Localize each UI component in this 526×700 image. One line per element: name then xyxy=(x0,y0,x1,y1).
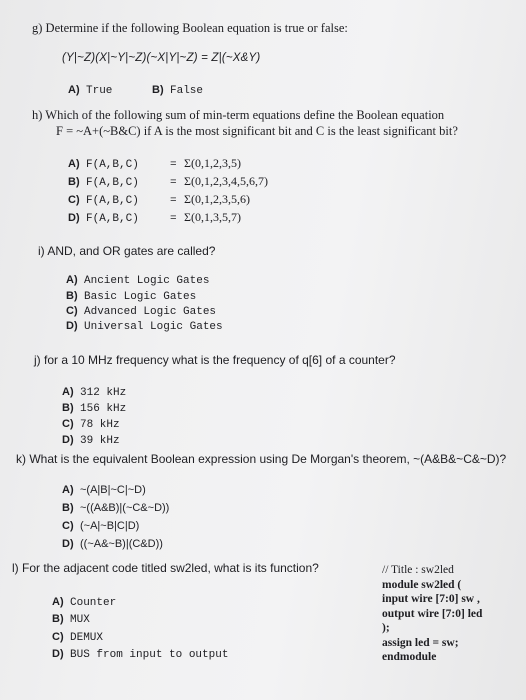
option-letter: A) xyxy=(68,158,80,170)
option-function: F(A,B,C) xyxy=(86,213,139,225)
question-i-option-c[interactable] xyxy=(66,305,216,318)
option-letter: C) xyxy=(52,631,64,643)
question-j-text: j) for a 10 MHz frequency what is the frequency of q[6] of a counter? xyxy=(34,353,396,367)
option-minterms: Σ(0,1,2,3,4,5,6,7) xyxy=(184,174,268,188)
option-text: 78 kHz xyxy=(80,419,120,431)
option-text: ~(A|B|~C|~D) xyxy=(80,484,146,496)
question-g-equation: (Y|~Z)(X|~Y|~Z)(~X|Y|~Z) = Z|(~X&Y) xyxy=(62,52,261,64)
code-line-output: output wire [7:0] led xyxy=(382,607,483,620)
option-function: F(A,B,C) xyxy=(86,177,139,189)
question-i-text: i) AND, and OR gates are called? xyxy=(38,244,216,258)
question-j-option-d[interactable] xyxy=(62,434,120,447)
question-h-option-a[interactable] xyxy=(68,156,241,171)
option-letter: B) xyxy=(68,176,80,188)
option-text: 39 kHz xyxy=(80,435,120,447)
option-text: Universal Logic Gates xyxy=(84,321,223,333)
option-text: ((~A&~B)|(C&D)) xyxy=(80,538,163,550)
question-l-option-c[interactable] xyxy=(52,631,103,644)
option-letter: B) xyxy=(66,290,78,302)
option-minterms: Σ(0,1,2,3,5) xyxy=(184,156,241,170)
option-letter: D) xyxy=(62,538,74,550)
option-minterms: Σ(0,1,3,5,7) xyxy=(184,210,241,224)
question-i-option-b[interactable] xyxy=(66,290,196,303)
option-minterms: Σ(0,1,2,3,5,6) xyxy=(184,192,250,206)
option-text: False xyxy=(170,85,204,97)
question-k-option-c[interactable] xyxy=(62,520,139,532)
question-k-option-d[interactable] xyxy=(62,538,163,550)
question-j-option-a[interactable] xyxy=(62,386,126,399)
option-function: F(A,B,C) xyxy=(86,159,139,171)
option-equals: = xyxy=(170,177,177,189)
option-text: Counter xyxy=(70,597,117,609)
question-i-option-d[interactable] xyxy=(66,320,223,333)
question-l-option-b[interactable] xyxy=(52,613,90,626)
question-i-option-a[interactable] xyxy=(66,274,209,287)
code-line-assign: assign led = sw; xyxy=(382,636,459,649)
question-k-option-a[interactable] xyxy=(62,484,146,496)
option-letter: B) xyxy=(62,502,74,514)
option-letter: A) xyxy=(66,274,78,286)
question-k-text: k) What is the equivalent Boolean expression using De Morgan's theorem, ~(A&B&~C&~D)? xyxy=(16,452,507,466)
code-line-close: ); xyxy=(382,622,390,634)
question-l-text: l) For the adjacent code titled sw2led, what is its function? xyxy=(12,561,319,575)
option-letter: A) xyxy=(62,484,74,496)
option-letter: D) xyxy=(52,648,64,660)
question-j-option-c[interactable] xyxy=(62,418,120,431)
option-text: DEMUX xyxy=(70,632,104,644)
option-letter: B) xyxy=(152,84,164,96)
code-line-module: module sw2led ( xyxy=(382,578,462,591)
question-k-option-b[interactable] xyxy=(62,502,169,514)
option-equals: = xyxy=(170,195,177,207)
option-text: Basic Logic Gates xyxy=(84,291,197,303)
option-text: MUX xyxy=(70,614,90,626)
code-line-title: // Title : sw2led xyxy=(382,564,454,576)
question-h-text-line2: F = ~A+(~B&C) if A is the most significant bit and C is the least significant bit? xyxy=(56,124,458,138)
question-l-option-a[interactable] xyxy=(52,596,116,609)
option-text: Ancient Logic Gates xyxy=(84,275,210,287)
question-g-text: g) Determine if the following Boolean equation is true or false: xyxy=(32,21,348,35)
option-letter: C) xyxy=(66,305,78,317)
question-h-option-c[interactable] xyxy=(68,192,250,207)
question-j-option-b[interactable] xyxy=(62,402,126,415)
option-text: True xyxy=(86,85,113,97)
question-h-text-line1: h) Which of the following sum of min-term equations define the Boolean equation xyxy=(32,108,445,122)
option-letter: D) xyxy=(68,212,80,224)
option-equals: = xyxy=(170,159,177,171)
option-letter: B) xyxy=(62,402,74,414)
option-equals: = xyxy=(170,213,177,225)
question-l-option-d[interactable] xyxy=(52,648,228,661)
option-letter: A) xyxy=(52,596,64,608)
code-listing-sw2led xyxy=(382,563,482,665)
code-line-input: input wire [7:0] sw , xyxy=(382,593,480,605)
option-letter: A) xyxy=(62,386,74,398)
option-text: BUS from input to output xyxy=(70,649,229,661)
option-letter: D) xyxy=(66,320,78,332)
option-text: (~A|~B|C|D) xyxy=(80,520,140,532)
code-line-endmodule: endmodule xyxy=(382,651,437,663)
option-letter: C) xyxy=(62,418,74,430)
option-letter: A) xyxy=(68,84,80,96)
option-letter: D) xyxy=(62,434,74,446)
option-text: 156 kHz xyxy=(80,403,127,415)
question-g-option-a[interactable] xyxy=(68,84,112,97)
question-h-option-b[interactable] xyxy=(68,174,268,189)
option-letter: C) xyxy=(62,520,74,532)
question-g-option-b[interactable] xyxy=(152,84,203,97)
option-text: ~((A&B)|(~C&~D)) xyxy=(80,502,170,514)
option-function: F(A,B,C) xyxy=(86,195,139,207)
option-text: 312 kHz xyxy=(80,387,127,399)
option-letter: B) xyxy=(52,613,64,625)
question-h-option-d[interactable] xyxy=(68,210,241,225)
option-letter: C) xyxy=(68,194,80,206)
option-text: Advanced Logic Gates xyxy=(84,306,217,318)
